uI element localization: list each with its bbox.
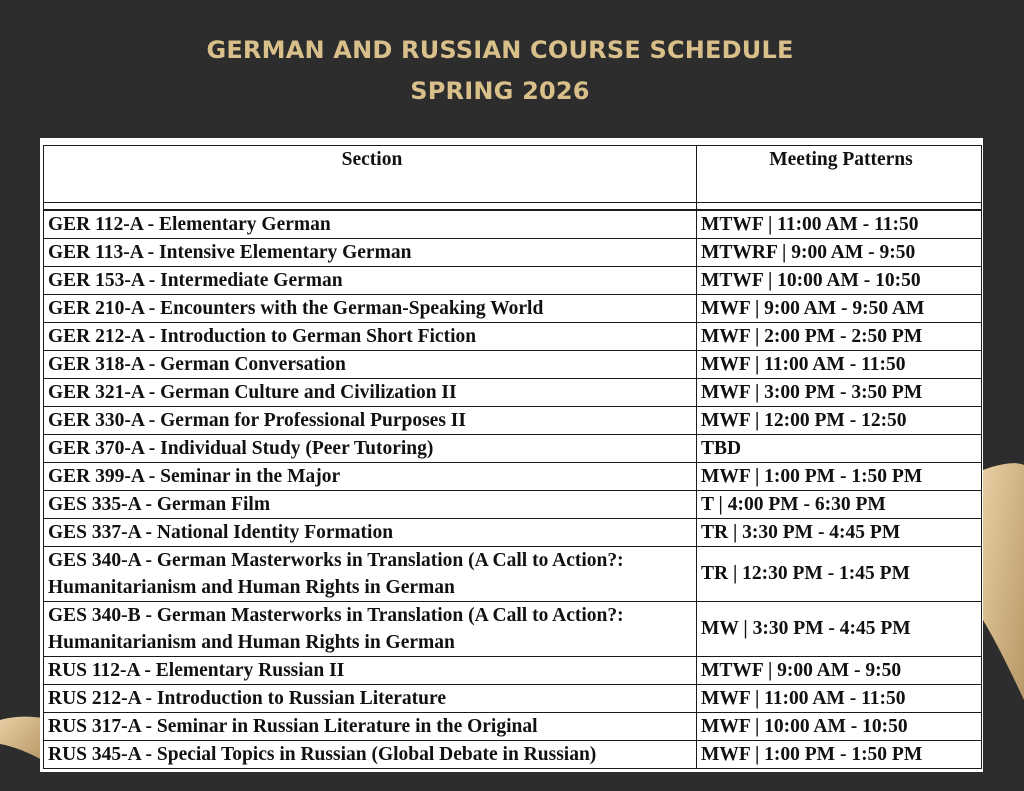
section-cell: GER 210-A - Encounters with the German-Speaking World <box>44 295 697 323</box>
section-cell: GER 212-A - Introduction to German Short Fiction <box>44 323 697 351</box>
table-row <box>44 267 982 295</box>
meeting-cell: MTWF | 11:00 AM - 11:50 <box>697 210 982 239</box>
page-title: GERMAN AND RUSSIAN COURSE SCHEDULE <box>206 36 794 64</box>
section-cell: GES 337-A - National Identity Formation <box>44 519 697 547</box>
table-row <box>44 491 982 519</box>
section-cell: GER 318-A - German Conversation <box>44 351 697 379</box>
section-cell: RUS 212-A - Introduction to Russian Literature <box>44 685 697 713</box>
table-row <box>44 657 982 685</box>
table-row <box>44 295 982 323</box>
section-cell: GES 340-B - German Masterworks in Translation (A Call to Action?: Humanitarianism and Human Rights in German <box>44 602 697 657</box>
section-cell: GES 335-A - German Film <box>44 491 697 519</box>
table-row <box>44 435 982 463</box>
meeting-cell: TBD <box>697 435 982 463</box>
table-row <box>44 713 982 741</box>
table-row <box>44 519 982 547</box>
section-cell: RUS 345-A - Special Topics in Russian (Global Debate in Russian) <box>44 741 697 769</box>
section-cell: GES 340-A - German Masterworks in Translation (A Call to Action?: Humanitarianism and Human Rights in German <box>44 547 697 602</box>
section-cell: GER 370-A - Individual Study (Peer Tutoring) <box>44 435 697 463</box>
meeting-cell: MWF | 12:00 PM - 12:50 <box>697 407 982 435</box>
table-row <box>44 602 982 657</box>
section-cell: GER 399-A - Seminar in the Major <box>44 463 697 491</box>
meeting-cell: MTWF | 10:00 AM - 10:50 <box>697 267 982 295</box>
section-cell: RUS 317-A - Seminar in Russian Literature in the Original <box>44 713 697 741</box>
meeting-cell: MWF | 11:00 AM - 11:50 <box>697 351 982 379</box>
table-row <box>44 351 982 379</box>
table-row <box>44 239 982 267</box>
meeting-cell: MWF | 1:00 PM - 1:50 PM <box>697 463 982 491</box>
section-cell: GER 153-A - Intermediate German <box>44 267 697 295</box>
meeting-cell: T | 4:00 PM - 6:30 PM <box>697 491 982 519</box>
schedule-table <box>43 145 982 769</box>
section-cell: GER 112-A - Elementary German <box>44 210 697 239</box>
table-row <box>44 323 982 351</box>
table-row <box>44 685 982 713</box>
meeting-column-header: Meeting Patterns <box>697 146 982 203</box>
meeting-cell: MWF | 10:00 AM - 10:50 <box>697 713 982 741</box>
meeting-cell: TR | 12:30 PM - 1:45 PM <box>697 547 982 602</box>
meeting-cell: MW | 3:30 PM - 4:45 PM <box>697 602 982 657</box>
meeting-cell: MTWF | 9:00 AM - 9:50 <box>697 657 982 685</box>
page-subtitle: SPRING 2026 <box>410 77 590 105</box>
section-cell: RUS 112-A - Elementary Russian II <box>44 657 697 685</box>
table-row <box>44 547 982 602</box>
table-row <box>44 379 982 407</box>
meeting-cell: MWF | 2:00 PM - 2:50 PM <box>697 323 982 351</box>
table-row <box>44 741 982 769</box>
table-row <box>44 463 982 491</box>
meeting-cell: MTWRF | 9:00 AM - 9:50 <box>697 239 982 267</box>
schedule-document <box>40 138 983 772</box>
meeting-cell: TR | 3:30 PM - 4:45 PM <box>697 519 982 547</box>
section-cell: GER 321-A - German Culture and Civilization II <box>44 379 697 407</box>
meeting-cell: MWF | 9:00 AM - 9:50 AM <box>697 295 982 323</box>
table-row <box>44 210 982 239</box>
meeting-cell: MWF | 1:00 PM - 1:50 PM <box>697 741 982 769</box>
section-column-header: Section <box>44 146 697 203</box>
section-cell: GER 113-A - Intensive Elementary German <box>44 239 697 267</box>
table-row <box>44 407 982 435</box>
meeting-cell: MWF | 3:00 PM - 3:50 PM <box>697 379 982 407</box>
section-cell: GER 330-A - German for Professional Purposes II <box>44 407 697 435</box>
meeting-cell: MWF | 11:00 AM - 11:50 <box>697 685 982 713</box>
